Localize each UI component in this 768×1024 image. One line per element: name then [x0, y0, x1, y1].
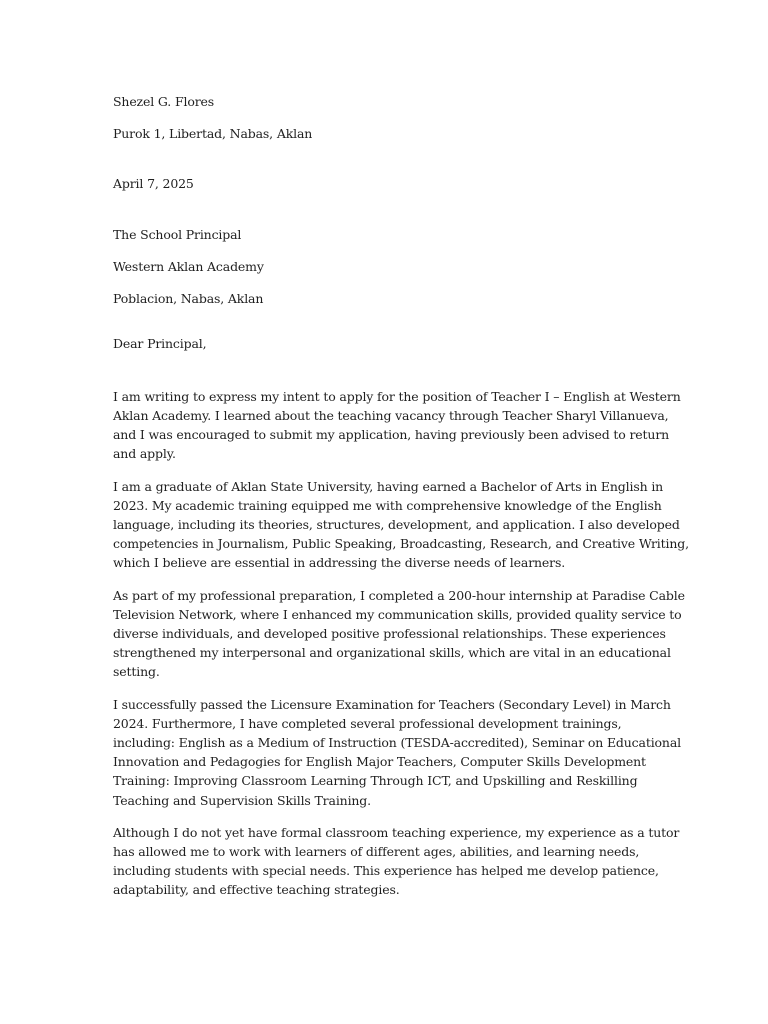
paragraph-line: As part of my professional preparation, I completed a 200-hour internship at Paradise Cable — [113, 587, 685, 603]
paragraph-line: has allowed me to work with learners of different ages, abilities, and learning needs, — [113, 844, 640, 860]
paragraph-line: diverse individuals, and developed positive professional relationships. These experiences — [113, 626, 666, 642]
paragraph-line: 2024. Furthermore, I have completed several professional development trainings, — [113, 715, 622, 731]
paragraph-line: adaptability, and effective teaching strategies. — [113, 882, 400, 898]
sender-address: Purok 1, Libertad, Nabas, Aklan — [113, 126, 313, 141]
body-paragraph — [113, 823, 680, 900]
paragraph-line: Although I do not yet have formal classroom teaching experience, my experience as a tutor — [113, 824, 680, 840]
recipient-title: The School Principal — [113, 227, 242, 243]
paragraph-line: which I believe are essential in addressing the diverse needs of learners. — [113, 555, 566, 571]
letter-date: April 7, 2025 — [113, 176, 194, 192]
paragraph-line: I am writing to express my intent to apply for the position of Teacher I – English at Western — [113, 388, 681, 404]
paragraph-line: and I was encouraged to submit my application, having previously been advised to return — [113, 427, 670, 443]
body-paragraph — [113, 586, 685, 682]
paragraph-line: setting. — [113, 664, 160, 680]
letter-body — [113, 387, 689, 900]
body-paragraph — [113, 477, 689, 573]
paragraph-line: Television Network, where I enhanced my communication skills, provided quality service to — [113, 606, 682, 622]
paragraph-line: and apply. — [113, 446, 176, 462]
cover-letter — [113, 92, 689, 913]
paragraph-line: 2023. My academic training equipped me with comprehensive knowledge of the English — [113, 497, 662, 513]
paragraph-line: including students with special needs. This experience has helped me develop patience, — [113, 863, 659, 879]
recipient-address: Poblacion, Nabas, Aklan — [113, 291, 264, 307]
body-paragraph — [113, 387, 681, 464]
body-paragraph — [113, 695, 681, 810]
paragraph-line: including: English as a Medium of Instruction (TESDA-accredited), Seminar on Educational — [113, 735, 681, 751]
paragraph-line: I successfully passed the Licensure Examination for Teachers (Secondary Level) in March — [113, 696, 671, 712]
paragraph-line: strengthened my interpersonal and organizational skills, which are vital in an educational — [113, 645, 671, 661]
sender-name: Shezel G. Flores — [113, 94, 215, 109]
paragraph-line: Aklan Academy. I learned about the teaching vacancy through Teacher Sharyl Villanueva, — [113, 408, 669, 424]
recipient-school: Western Aklan Academy — [113, 259, 264, 275]
salutation: Dear Principal, — [113, 335, 207, 351]
paragraph-line: Training: Improving Classroom Learning Through ICT, and Upskilling and Reskilling — [113, 773, 638, 789]
paragraph-line: Innovation and Pedagogies for English Major Teachers, Computer Skills Development — [113, 754, 646, 770]
paragraph-line: Teaching and Supervision Skills Training. — [113, 792, 371, 808]
paragraph-line: competencies in Journalism, Public Speaking, Broadcasting, Research, and Creative Writing, — [113, 536, 689, 552]
paragraph-line: language, including its theories, structures, development, and application. I also developed — [113, 517, 680, 533]
paragraph-line: I am a graduate of Aklan State University, having earned a Bachelor of Arts in English in — [113, 478, 664, 494]
